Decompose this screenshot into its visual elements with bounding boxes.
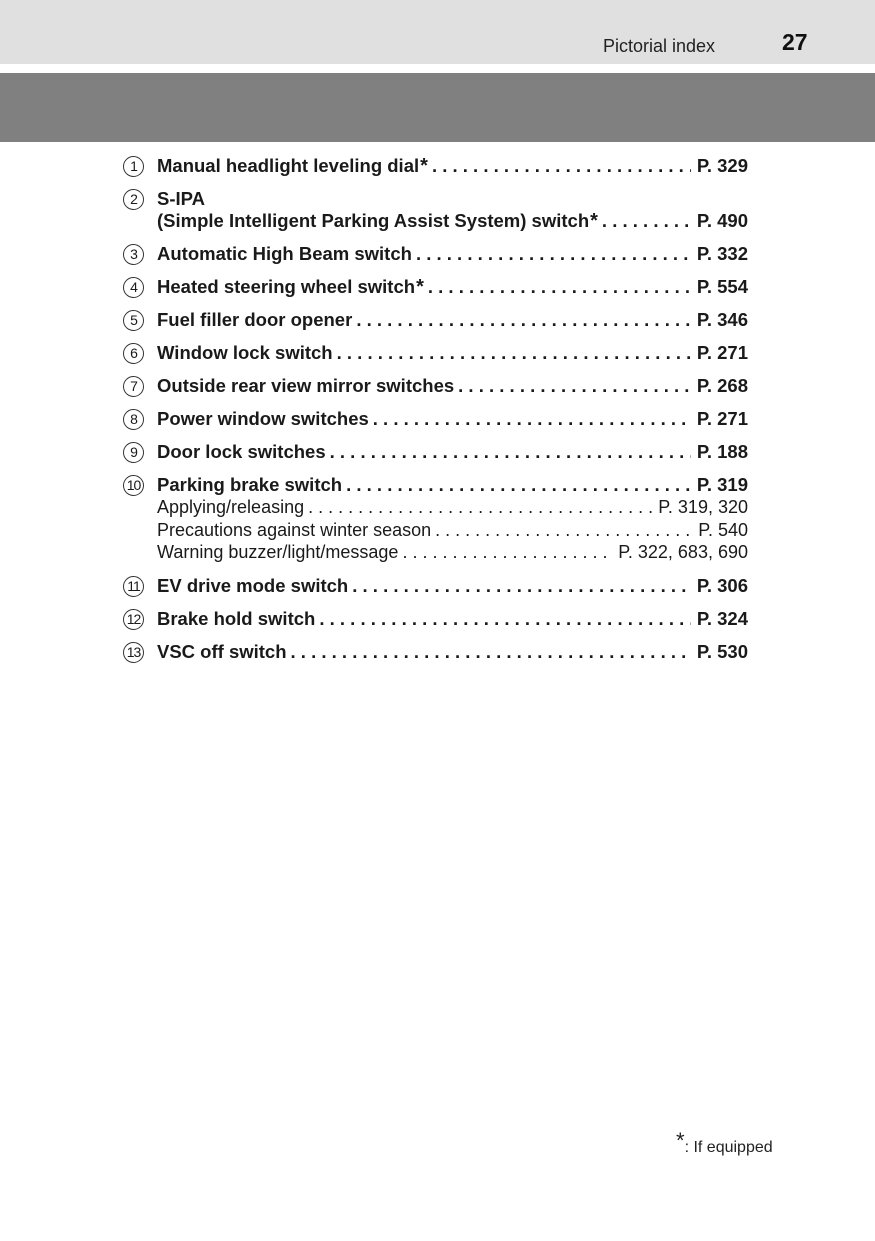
entry-label: Manual headlight leveling dial <box>157 155 420 176</box>
leader-dots <box>458 375 691 397</box>
page-header <box>0 0 875 64</box>
page-reference[interactable]: P. 271 <box>696 408 748 429</box>
index-entry <box>123 309 748 331</box>
entry-label: Warning buzzer/light/message <box>157 542 399 562</box>
if-equipped-star: * <box>420 155 428 177</box>
entry-number-circle: 13 <box>123 642 144 663</box>
entry-label: EV drive mode switch <box>157 574 349 596</box>
page-reference[interactable]: P. 268 <box>696 375 748 396</box>
leader-dots <box>416 243 691 265</box>
index-entry <box>123 474 748 564</box>
leader-dots <box>602 210 691 232</box>
sub-entry-row <box>123 541 748 564</box>
entry-row <box>123 276 748 298</box>
entry-number-circle: 8 <box>123 409 144 430</box>
entry-row <box>123 608 748 630</box>
leader-dots <box>330 441 691 463</box>
entry-row <box>123 641 748 663</box>
section-band <box>0 73 875 142</box>
entry-label: (Simple Intelligent Parking Assist System) switch <box>157 210 590 231</box>
leader-dots <box>356 309 691 331</box>
page-reference[interactable]: P. 329 <box>696 155 748 176</box>
entry-number-circle: 6 <box>123 343 144 364</box>
entry-label: S-IPA <box>157 188 205 209</box>
entry-row <box>123 243 748 265</box>
entry-number-circle: 1 <box>123 156 144 177</box>
section-title: Pictorial index <box>603 36 716 56</box>
index-entry <box>123 375 748 397</box>
entry-row <box>123 375 748 397</box>
page-reference[interactable]: P. 188 <box>696 441 748 462</box>
leader-dots <box>308 496 652 519</box>
index-entry <box>123 408 748 430</box>
entry-row <box>123 474 748 496</box>
leader-dots <box>291 641 691 663</box>
entry-number-circle: 3 <box>123 244 144 265</box>
index-entry <box>123 188 748 232</box>
entry-number-circle: 9 <box>123 442 144 463</box>
entry-label: Applying/releasing <box>157 497 305 517</box>
entry-number-circle: 5 <box>123 310 144 331</box>
page-number: 27 <box>782 29 808 55</box>
index-entry <box>123 441 748 463</box>
leader-dots <box>373 408 691 430</box>
leader-dots <box>337 342 691 364</box>
entry-number-circle: 7 <box>123 376 144 397</box>
index-list <box>123 155 748 674</box>
page-reference[interactable]: P. 319 <box>696 474 748 495</box>
entry-row <box>123 575 748 597</box>
entry-row <box>123 342 748 364</box>
entry-row <box>123 210 748 232</box>
index-entry <box>123 641 748 663</box>
entry-row <box>123 155 748 177</box>
entry-label: Power window switches <box>157 408 369 429</box>
page-reference[interactable]: P. 322, 683, 690 <box>618 542 748 562</box>
leader-dots <box>428 276 691 298</box>
index-entry <box>123 276 748 298</box>
entry-row <box>123 441 748 463</box>
footnote-star: * <box>676 1128 685 1153</box>
entry-number-circle: 2 <box>123 189 144 210</box>
entry-label: Outside rear view mirror switches <box>157 375 455 396</box>
sub-entry-row <box>123 496 748 519</box>
index-entry <box>123 243 748 265</box>
page-reference[interactable]: P. 319, 320 <box>658 497 748 517</box>
footnote <box>676 1128 773 1157</box>
if-equipped-star: * <box>590 210 598 232</box>
if-equipped-star: * <box>416 276 424 298</box>
entry-label: Automatic High Beam switch <box>157 243 412 264</box>
entry-number-circle: 4 <box>123 277 144 298</box>
page-reference[interactable]: P. 346 <box>696 309 748 330</box>
page-reference[interactable]: P. 554 <box>696 276 748 297</box>
entry-label: Heated steering wheel switch <box>157 276 416 297</box>
index-entry <box>123 342 748 364</box>
entry-number-circle: 10 <box>123 475 144 496</box>
footnote-text: : If equipped <box>684 1139 773 1156</box>
leader-dots <box>402 541 612 564</box>
leader-dots <box>432 155 691 177</box>
index-entry <box>123 608 748 630</box>
entry-label: VSC off switch <box>157 640 287 662</box>
page-reference[interactable]: P. 306 <box>696 574 748 596</box>
entry-label: Window lock switch <box>157 342 333 363</box>
index-entry <box>123 575 748 597</box>
entry-label: Precautions against winter season <box>157 519 432 540</box>
entry-number-circle: 12 <box>123 609 144 630</box>
leader-dots <box>435 519 692 542</box>
entry-row <box>123 408 748 430</box>
entry-label: Door lock switches <box>157 441 326 462</box>
entry-row <box>123 188 748 210</box>
leader-dots <box>319 608 691 630</box>
entry-label: Brake hold switch <box>157 607 316 629</box>
leader-dots <box>346 474 691 496</box>
sub-entry-row <box>123 519 748 542</box>
page-reference[interactable]: P. 324 <box>696 607 748 629</box>
entry-number-circle: 11 <box>123 576 144 597</box>
entry-label: Parking brake switch <box>157 474 343 495</box>
leader-dots <box>352 575 691 597</box>
page-reference[interactable]: P. 540 <box>698 519 748 540</box>
entry-row <box>123 309 748 331</box>
page-reference[interactable]: P. 271 <box>696 342 748 363</box>
page-reference[interactable]: P. 490 <box>696 210 748 231</box>
page-reference[interactable]: P. 332 <box>696 243 748 264</box>
page-reference[interactable]: P. 530 <box>696 640 748 662</box>
entry-label: Fuel filler door opener <box>157 309 353 330</box>
index-entry <box>123 155 748 177</box>
